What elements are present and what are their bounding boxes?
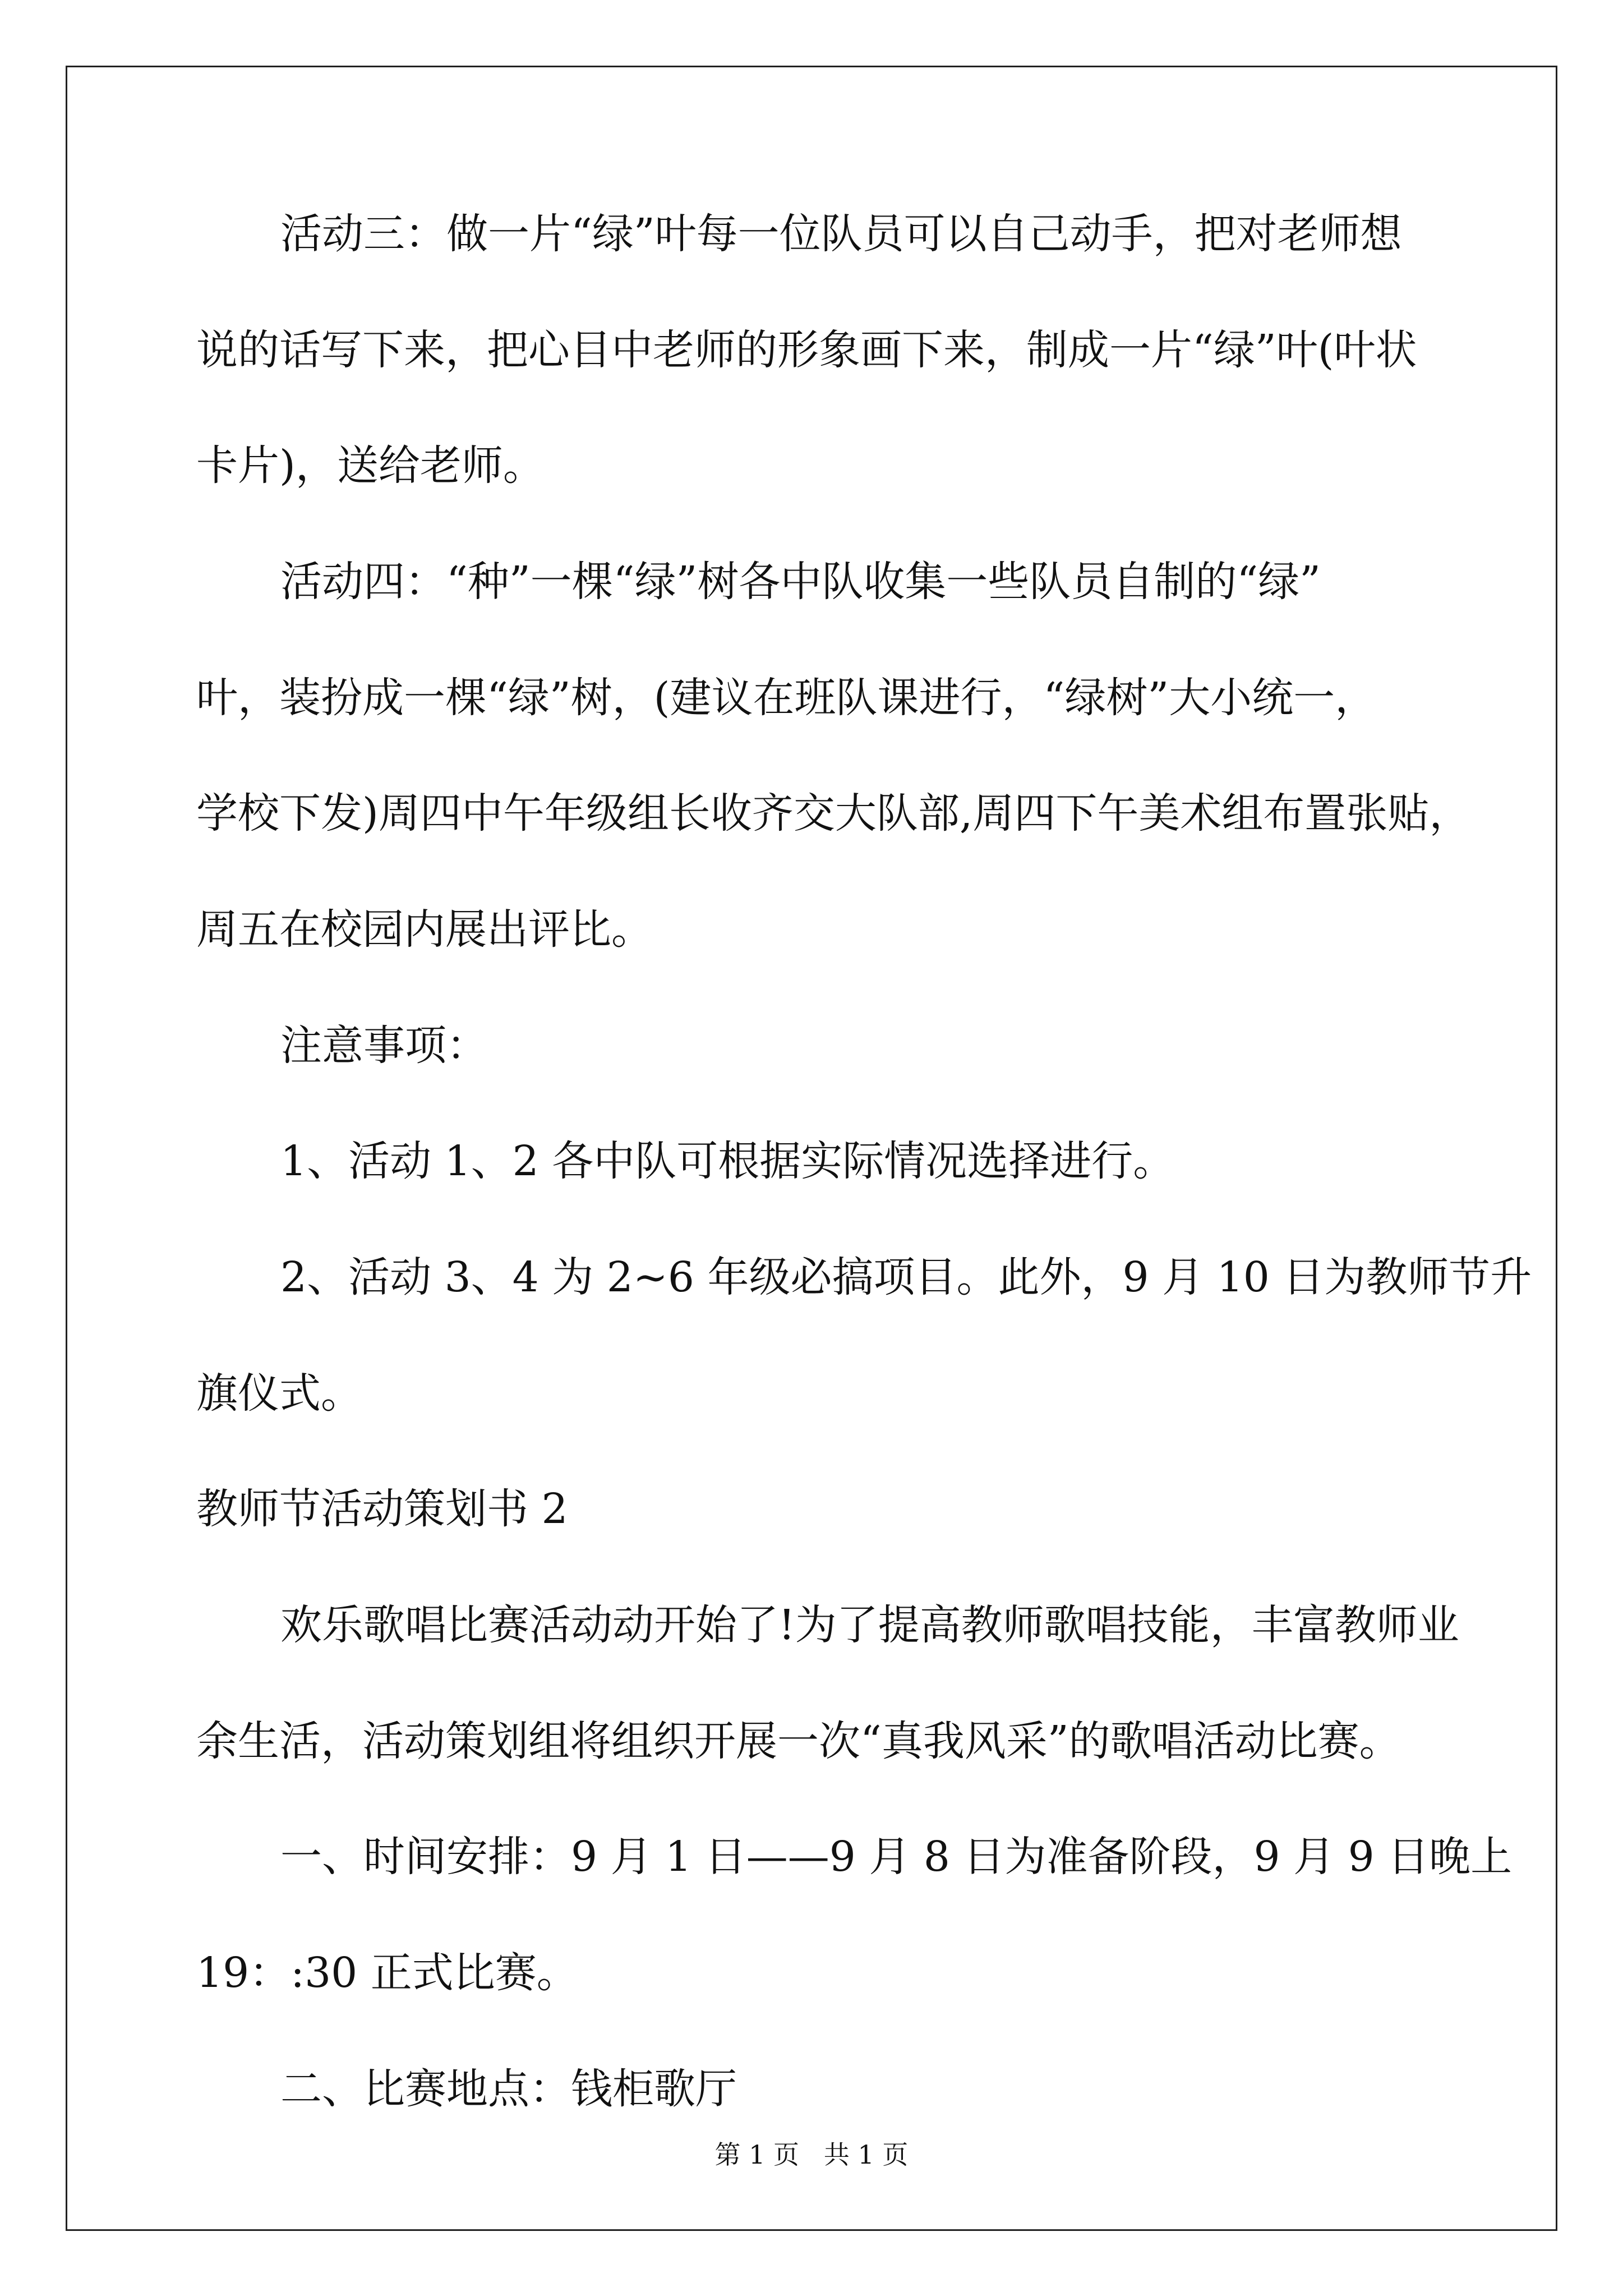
schedule-line-1: 一、时间安排：9 月 1 日——9 月 8 日为准备阶段，9 月 9 日晚上	[280, 1833, 1513, 1881]
schedule-line-2: 19：:30 正式比赛。	[196, 1949, 578, 1997]
page-footer: 第 1 页 共 1 页	[714, 2139, 909, 2170]
venue-line-1: 二、比赛地点：钱柜歌厅	[280, 2065, 737, 2113]
activity-3-line-1: 活动三：做一片“绿”叶每一位队员可以自己动手，把对老师想	[280, 210, 1402, 258]
note-2-line-2: 旗仪式。	[196, 1369, 362, 1418]
activity-3-line-2: 说的话写下来，把心目中老师的形象画下来，制成一片“绿”叶(叶状	[196, 326, 1417, 374]
activity-3-line-3: 卡片)，送给老师。	[196, 441, 545, 490]
intro-line-2: 余生活，活动策划组将组织开展一次“真我风采”的歌唱活动比赛。	[196, 1717, 1401, 1765]
activity-4-line-4: 周五在校园内展出评比。	[196, 905, 653, 954]
activity-4-line-2: 叶，装扮成一棵“绿”树，(建议在班队课进行，“绿树”大小统一，	[196, 674, 1377, 722]
intro-line-1: 欢乐歌唱比赛活动动开始了!为了提高教师歌唱技能，丰富教师业	[280, 1601, 1459, 1649]
activity-4-line-3: 学校下发)周四中午年级组长收齐交大队部,周四下午美术组布置张贴，	[196, 789, 1471, 838]
section-title: 教师节活动策划书 2	[196, 1485, 568, 1533]
note-1-line-1: 1、活动 1、2 各中队可根据实际情况选择进行。	[280, 1137, 1175, 1185]
activity-4-line-1: 活动四：“种”一棵“绿”树各中队收集一些队员自制的“绿”	[280, 558, 1321, 606]
notes-heading: 注意事项：	[280, 1022, 488, 1070]
note-2-line-1: 2、活动 3、4 为 2~6 年级必搞项目。此外，9 月 10 日为教师节升	[280, 1253, 1532, 1301]
